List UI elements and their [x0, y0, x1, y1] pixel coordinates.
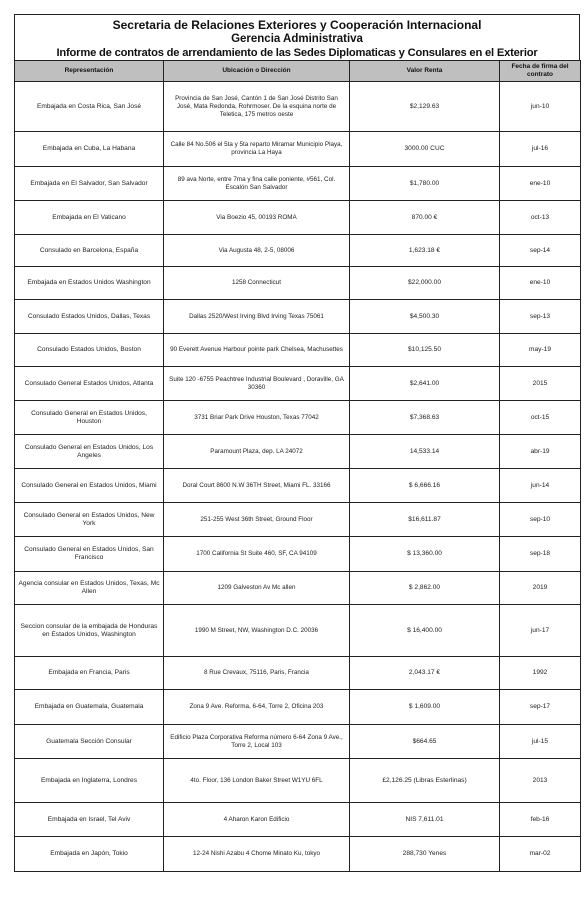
- document-header: [14, 14, 580, 60]
- table-row: [15, 401, 581, 435]
- address-cell: Suite 120 -6755 Peachtree Industrial Boulevard , Doraville, GA 30360: [164, 367, 350, 401]
- contract-date-cell: jun-14: [500, 469, 581, 503]
- table-row: [15, 435, 581, 469]
- table-row: [15, 300, 581, 334]
- contracts-table: [14, 60, 581, 872]
- contract-date-cell: oct-13: [500, 201, 581, 235]
- rent-value-cell: $1,780.00: [350, 167, 500, 201]
- table-row: [15, 837, 581, 872]
- representation-cell: Consulado General en Estados Unidos, New York: [15, 503, 164, 537]
- representation-cell: Consulado General en Estados Unidos, Miami: [15, 469, 164, 503]
- representation-cell: Consulado General en Estados Unidos, Los Angeles: [15, 435, 164, 469]
- contract-date-cell: jul-15: [500, 725, 581, 759]
- rent-value-cell: $ 6,666.16: [350, 469, 500, 503]
- address-cell: Via Augusta 48, 2-5, 08006: [164, 235, 350, 267]
- table-row: [15, 537, 581, 572]
- rent-value-cell: $ 13,360.00: [350, 537, 500, 572]
- table-row: [15, 267, 581, 300]
- address-cell: 89 ava Norte, entre 7ma y fina calle poniente, #561, Col. Escalón San Salvador: [164, 167, 350, 201]
- rent-value-cell: $2,129.63: [350, 82, 500, 132]
- representation-cell: Consulado en Barcelona, España: [15, 235, 164, 267]
- representation-cell: Consulado Estados Unidos, Boston: [15, 334, 164, 367]
- rent-value-cell: 3000.00 CUC: [350, 132, 500, 167]
- contract-date-cell: abr-19: [500, 435, 581, 469]
- table-row: [15, 469, 581, 503]
- contract-date-cell: 2015: [500, 367, 581, 401]
- representation-cell: Embajada en Israel, Tel Aviv: [15, 803, 164, 837]
- representation-cell: Embajada en Francia, Paris: [15, 657, 164, 690]
- report-title: Informe de contratos de arrendamiento de las Sedes Diplomaticas y Consulares en el Exterior: [56, 47, 538, 59]
- contract-date-cell: ene-10: [500, 167, 581, 201]
- table-row: [15, 657, 581, 690]
- representation-cell: Embajada en Cuba, La Habana: [15, 132, 164, 167]
- rent-value-cell: $7,368.63: [350, 401, 500, 435]
- table-row: [15, 167, 581, 201]
- contract-date-cell: jul-16: [500, 132, 581, 167]
- rent-value-cell: $22,000.00: [350, 267, 500, 300]
- rent-value-cell: $664.65: [350, 725, 500, 759]
- contract-date-cell: 2019: [500, 572, 581, 605]
- contract-date-cell: sep-13: [500, 300, 581, 334]
- table-row: [15, 690, 581, 725]
- rent-value-cell: 14,533.14: [350, 435, 500, 469]
- representation-cell: Embajada en El Salvador, San Salvador: [15, 167, 164, 201]
- address-cell: Provincia de San José, Cantón 1 de San José Distrito San José, Mata Redonda, Rohrmoser. De la esquina norte de Teletica, 175 metros oeste: [164, 82, 350, 132]
- representation-cell: Embajada en Estados Unidos Washington: [15, 267, 164, 300]
- contract-date-cell: 2013: [500, 759, 581, 803]
- address-cell: 251-255 West 36th Street, Ground Floor: [164, 503, 350, 537]
- representation-cell: Embajada en Costa Rica, San José: [15, 82, 164, 132]
- rent-value-cell: $ 2,862.00: [350, 572, 500, 605]
- address-cell: Dallas 2520/West Irving Blvd Irving Texas 75061: [164, 300, 350, 334]
- rent-value-cell: $16,611.87: [350, 503, 500, 537]
- representation-cell: Consulado General en Estados Unidos, San Francisco: [15, 537, 164, 572]
- table-row: [15, 201, 581, 235]
- contract-date-cell: sep-10: [500, 503, 581, 537]
- rent-value-cell: 1,623.18 €: [350, 235, 500, 267]
- contract-date-cell: 1992: [500, 657, 581, 690]
- table-header-row: [15, 61, 581, 82]
- table-row: [15, 572, 581, 605]
- address-cell: 90 Everett Avenue Harbour pointe park Chelsea, Machusettes: [164, 334, 350, 367]
- address-cell: Zona 9 Ave. Reforma, 6-64, Torre 2, Oficina 203: [164, 690, 350, 725]
- representation-cell: Seccion consular de la embajada de Honduras en Estados Unidos, Washington: [15, 605, 164, 657]
- table-row: [15, 82, 581, 132]
- table-row: [15, 759, 581, 803]
- address-cell: Via Boezio 45, 00193 ROMA: [164, 201, 350, 235]
- table-row: [15, 132, 581, 167]
- address-cell: 1209 Galveston Av Mc allen: [164, 572, 350, 605]
- table-row: [15, 605, 581, 657]
- address-cell: Paramount Plaza, dep. LA 24072: [164, 435, 350, 469]
- table-row: [15, 334, 581, 367]
- rent-value-cell: $4,500.30: [350, 300, 500, 334]
- representation-cell: Consulado General en Estados Unidos, Houston: [15, 401, 164, 435]
- representation-cell: Embajada en Guatemala, Guatemala: [15, 690, 164, 725]
- contract-date-cell: sep-18: [500, 537, 581, 572]
- table-row: [15, 803, 581, 837]
- contract-date-cell: ene-10: [500, 267, 581, 300]
- contract-date-cell: sep-17: [500, 690, 581, 725]
- address-cell: 12-24 Nishi Azabu 4 Chome Minato Ku, tokyo: [164, 837, 350, 872]
- representation-cell: Embajada en El Vaticano: [15, 201, 164, 235]
- rent-value-cell: $10,125.50: [350, 334, 500, 367]
- column-header-rent-value: Valor Renta: [350, 61, 500, 82]
- table-row: [15, 725, 581, 759]
- contract-date-cell: oct-15: [500, 401, 581, 435]
- representation-cell: Embajada en Inglaterra, Londres: [15, 759, 164, 803]
- rent-value-cell: 2,043.17 €: [350, 657, 500, 690]
- address-cell: 1700 California St Suite 460, SF, CA 94109: [164, 537, 350, 572]
- representation-cell: Consulado General Estados Unidos, Atlanta: [15, 367, 164, 401]
- representation-cell: Guatemala Sección Consular: [15, 725, 164, 759]
- rent-value-cell: 870.00 €: [350, 201, 500, 235]
- rent-value-cell: 288,730 Yenes: [350, 837, 500, 872]
- contract-date-cell: jun-10: [500, 82, 581, 132]
- representation-cell: Consulado Estados Unidos, Dallas, Texas: [15, 300, 164, 334]
- representation-cell: Agencia consular en Estados Unidos, Texas, Mc Allen: [15, 572, 164, 605]
- rent-value-cell: $2,641.00: [350, 367, 500, 401]
- rent-value-cell: $ 16,400.00: [350, 605, 500, 657]
- ministry-title: Secretaria de Relaciones Exteriores y Cooperación Internacional: [112, 18, 482, 32]
- address-cell: 1990 M Street, NW, Washington D.C. 20036: [164, 605, 350, 657]
- address-cell: 1258 Connecticut: [164, 267, 350, 300]
- rent-value-cell: £2,126.25 (Libras Esterlinas): [350, 759, 500, 803]
- department-title: Gerencia Administrativa: [231, 33, 363, 45]
- rent-value-cell: $ 1,609.00: [350, 690, 500, 725]
- address-cell: Calle 84 No.506 el 5ta y 5ta reparto Miramar Municipio Playa, provincia La Haya: [164, 132, 350, 167]
- contract-date-cell: may-19: [500, 334, 581, 367]
- table-row: [15, 235, 581, 267]
- address-cell: 8 Rue Crevaux, 75116, Paris, Francia: [164, 657, 350, 690]
- document-page: [14, 14, 580, 882]
- contract-date-cell: jun-17: [500, 605, 581, 657]
- contract-date-cell: sep-14: [500, 235, 581, 267]
- table-row: [15, 367, 581, 401]
- contract-date-cell: mar-02: [500, 837, 581, 872]
- column-header-address: Ubicación o Dirección: [164, 61, 350, 82]
- address-cell: 4 Aharon Karon Edificio: [164, 803, 350, 837]
- contract-date-cell: feb-16: [500, 803, 581, 837]
- rent-value-cell: NIS 7,611.01: [350, 803, 500, 837]
- column-header-representation: Representación: [15, 61, 164, 82]
- column-header-contract-date: Fecha de firma del contrato: [500, 61, 581, 82]
- address-cell: 3731 Briar Park Drive Houston, Texas 77042: [164, 401, 350, 435]
- address-cell: Edificio Plaza Corporativa Reforma número 6-64 Zona 9 Ave., Torre 2, Local 103: [164, 725, 350, 759]
- address-cell: Doral Court 8600 N.W 36TH Street, Miami FL. 33166: [164, 469, 350, 503]
- address-cell: 4to. Floor, 136 London Baker Street W1YU 6FL: [164, 759, 350, 803]
- table-row: [15, 503, 581, 537]
- representation-cell: Embajada en Japón, Tokio: [15, 837, 164, 872]
